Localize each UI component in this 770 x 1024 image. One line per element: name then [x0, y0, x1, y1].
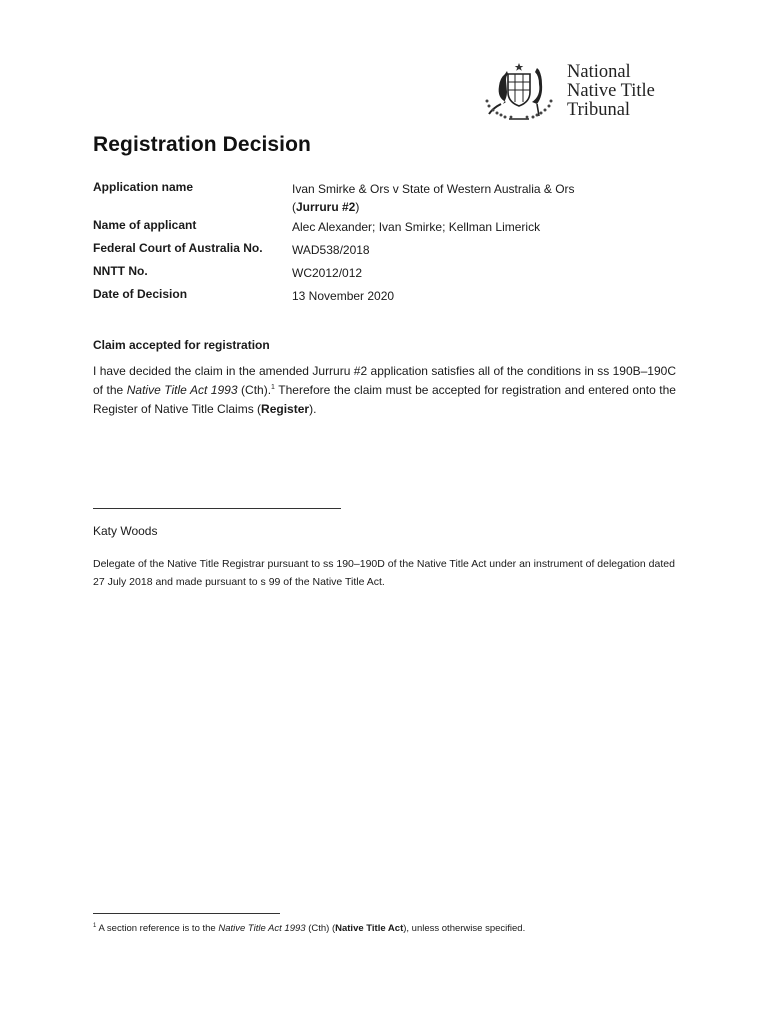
organisation-name: [567, 63, 655, 120]
act-name: Native Title Act 1993: [218, 923, 306, 934]
footnote-text: (Cth) (: [305, 923, 336, 934]
detail-value: WC2012/012: [292, 266, 363, 280]
detail-value: WAD538/2018: [292, 243, 370, 257]
page-title: Registration Decision: [93, 133, 311, 156]
detail-row-application-name: [93, 180, 683, 218]
signature-line: [93, 508, 341, 509]
detail-value: 13 November 2020: [292, 289, 395, 303]
paragraph-text: I have decided the claim in the amended Jurruru #2 application satisfies all of the conditions in ss 190B–190C of the: [93, 364, 676, 397]
detail-label: NNTT No.: [93, 264, 148, 278]
detail-row-applicant: [93, 218, 683, 241]
detail-label: Date of Decision: [93, 287, 188, 301]
detail-label: Application name: [93, 180, 194, 194]
application-short-name: Jurruru #2: [296, 200, 356, 214]
paren-open: (: [292, 200, 296, 214]
footnote-text: ), unless otherwise specified.: [403, 923, 526, 934]
footnote-divider: [93, 913, 280, 914]
register-term: Register: [261, 402, 310, 416]
nntt-logo: [479, 60, 679, 126]
footnote-number: 1: [93, 922, 97, 929]
detail-label: Name of applicant: [93, 218, 197, 232]
signer-name: Katy Woods: [93, 524, 158, 538]
org-line-3: Tribunal: [567, 100, 631, 120]
delegate-statement: Delegate of the Native Title Registrar pursuant to ss 190–190D of the Native Title Act under an instrument of delegation dated 27 July 2018 and made pursuant to s 99 of the Native Title Act.: [93, 558, 675, 588]
section-heading: Claim accepted for registration: [93, 338, 270, 352]
act-name: Native Title Act 1993: [126, 383, 238, 397]
detail-value: [292, 180, 683, 216]
detail-row-nntt-number: [93, 264, 683, 287]
footnote-reference[interactable]: 1: [271, 384, 275, 391]
detail-label: Federal Court of Australia No.: [93, 241, 263, 255]
detail-row-decision-date: [93, 287, 683, 310]
application-name-line-1: Ivan Smirke & Ors v State of Western Australia & Ors: [292, 182, 575, 196]
decision-details: [93, 180, 683, 310]
application-name-line-2: [292, 198, 683, 216]
footnote: [93, 923, 525, 934]
decision-paragraph: [93, 362, 676, 419]
footnote-text: A section reference is to the: [96, 923, 219, 934]
paragraph-text: ).: [309, 402, 317, 416]
defined-term: Native Title Act: [335, 923, 404, 934]
coat-of-arms-icon: [479, 62, 559, 122]
detail-row-court-number: [93, 241, 683, 264]
paren-close: ): [355, 200, 360, 214]
paragraph-text: (Cth).: [237, 383, 272, 397]
org-line-1: National: [567, 62, 631, 82]
org-line-2: Native Title: [567, 81, 655, 101]
paragraph-text: Therefore the claim must be accepted for registration and entered onto the Register of Native Title Claims (: [93, 383, 676, 416]
detail-value: Alec Alexander; Ivan Smirke; Kellman Limerick: [292, 220, 541, 234]
